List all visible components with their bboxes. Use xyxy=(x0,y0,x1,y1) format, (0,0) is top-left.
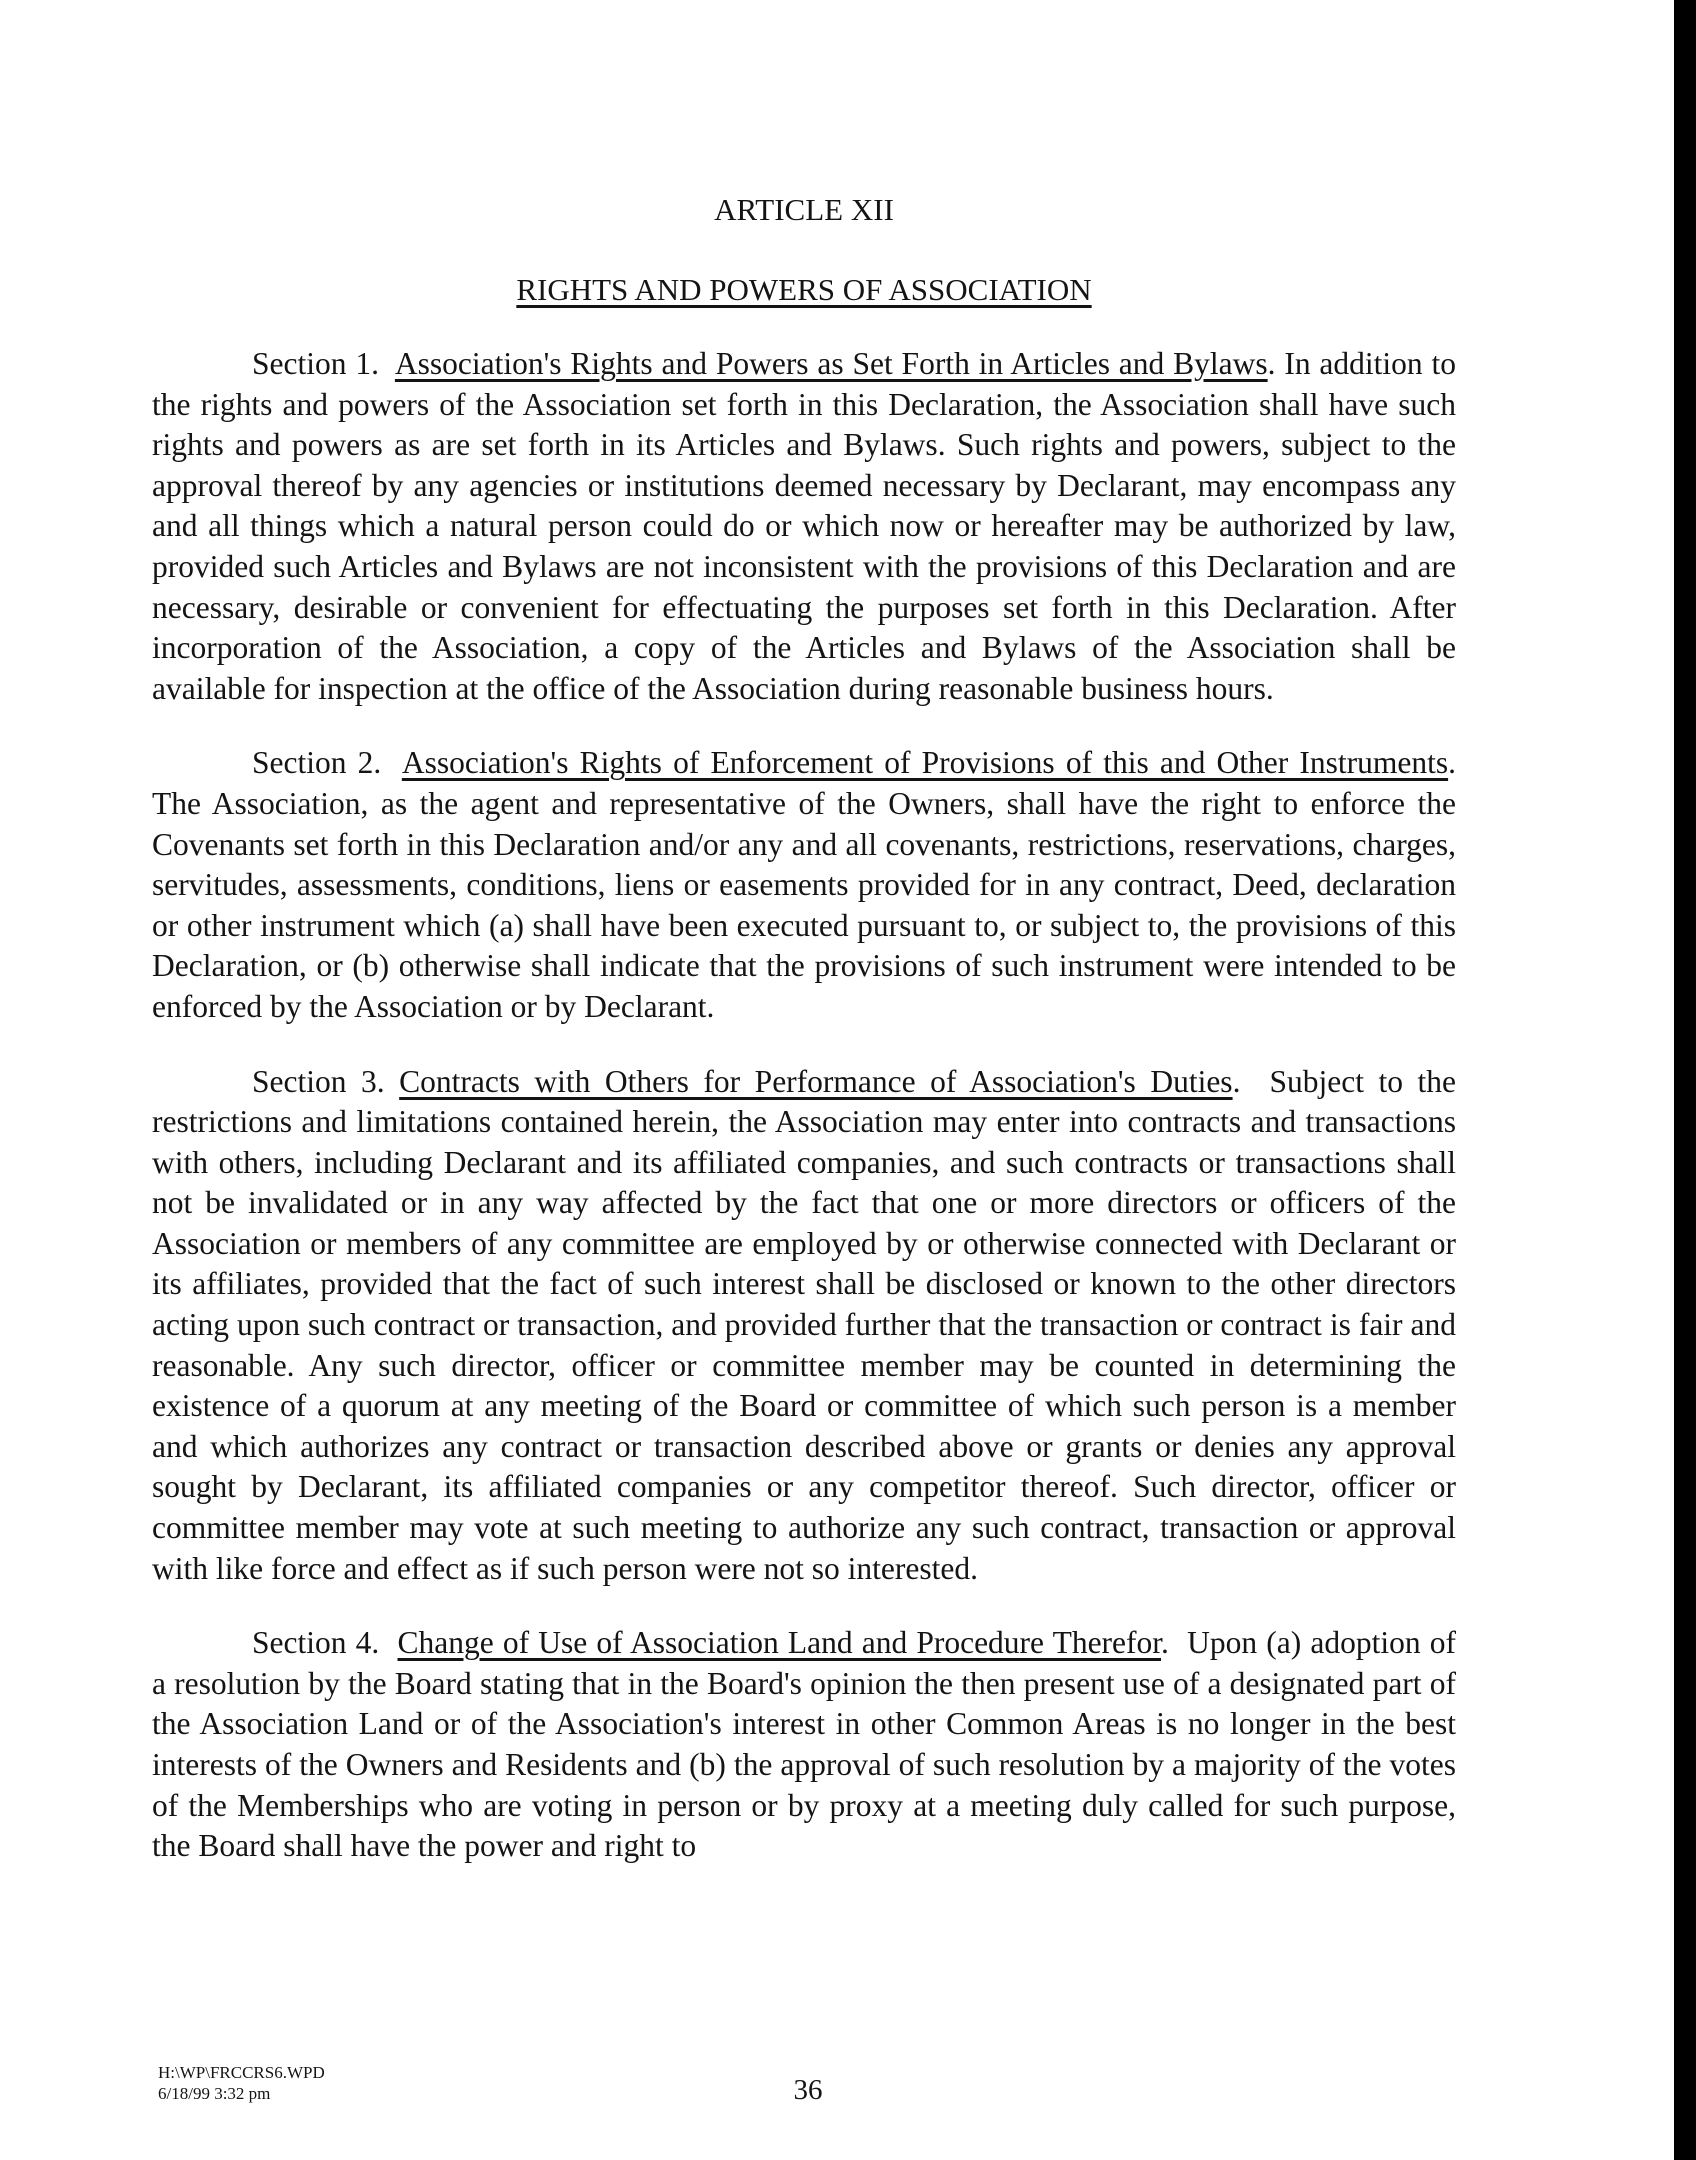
section-label: Section 1. xyxy=(252,346,379,381)
section-body: Subject to the restrictions and limitations contained herein, the Association may enter into contracts and transactions with others, including Declarant and its affiliated companies, and such contracts or transactions shall not be invalidated or in any way affected by the fact that one or more directors or officers of the Association or members of any committee are employed by or otherwise connected with Declarant or its affiliates, provided that the fact of such interest shall be disclosed or known to the other directors acting upon such contract or transaction, and provided further that the transaction or contract is fair and reasonable. Any such director, officer or committee member may be counted in determining the existence of a quorum at any meeting of the Board or committee of which such person is a member and which authorizes any contract or transaction described above or grants or denies any approval sought by Declarant, its affiliated companies or any competitor thereof. Such director, officer or committee member may vote at such meeting to authorize any such contract, transaction or approval with like force and effect as if such person were not so interested. xyxy=(152,1063,1457,1586)
scan-edge xyxy=(1674,0,1696,2160)
page-number: 36 xyxy=(793,2074,823,2106)
section-body: Upon (a) adoption of a resolution by the Board stating that in the Board's opinion the then present use of a designated part of the Association Land or of the Association's interest in other Common Areas is no longer in the best interests of the Owners and Residents and (b) the approval of such resolution by a majority of the votes of the Memberships who are voting in person or by proxy at a meeting duly called for such purpose, the Board shall have the power and right to xyxy=(152,1625,1457,1864)
footer-file-path: H:\WP\FRCCRS6.WPD xyxy=(158,2063,325,2082)
section-body: In addition to the rights and powers of the Association set forth in this Declaration, the Association shall have such rights and powers as are set forth in its Articles and Bylaws. Such rights and powers, subject to the approval thereof by any agencies or institutions deemed necessary by Declarant, may encompass any and all things which a natural person could do or which now or hereafter may be authorized by law, provided such Articles and Bylaws are not inconsistent with the provisions of this Declaration and are necessary, desirable or convenient for effectuating the purposes set forth in this Declaration. After incorporation of the Association, a copy of the Articles and Bylaws of the Association shall be available for inspection at the office of the Association during reasonable business hours. xyxy=(152,346,1456,706)
section-label: Section 2. xyxy=(252,745,382,781)
section-body: The Association, as the agent and representative of the Owners, shall have the right to enforce the Covenants set forth in this Declaration and/or any and all covenants, restrictions, reservations, charges, servitudes, assessments, conditions, liens or easements provided for in any contract, Deed, declaration or other instrument which (a) shall have been executed pursuant to, or subject to, the provisions of this Declaration, or (b) otherwise shall indicate that the provisions of such instrument were intended to be enforced by the Association or by Declarant. xyxy=(152,785,1456,1024)
section-label: Section 4. xyxy=(252,1625,380,1661)
section-1 xyxy=(152,344,1456,709)
section-heading: Change of Use of Association Land and Procedure Therefor xyxy=(397,1625,1162,1661)
article-heading: ARTICLE XII xyxy=(714,192,894,227)
section-3 xyxy=(152,1062,1456,1590)
section-4 xyxy=(152,1623,1456,1867)
section-heading-end: . xyxy=(1161,1625,1169,1661)
section-heading: Contracts with Others for Performance of Association's Duties xyxy=(399,1063,1233,1099)
document-page xyxy=(152,190,1456,1867)
footer-timestamp: 6/18/99 3:32 pm xyxy=(158,2084,271,2103)
article-title: RIGHTS AND POWERS OF ASSOCIATION xyxy=(516,272,1092,307)
section-heading: Association's Rights of Enforcement of Provisions of this and Other Instruments xyxy=(401,745,1449,781)
section-heading-end: . xyxy=(1232,1063,1241,1099)
footer-file-info xyxy=(158,2062,325,2104)
section-heading-end: . xyxy=(1267,346,1276,381)
section-label: Section 3. xyxy=(252,1063,385,1099)
section-2 xyxy=(152,743,1456,1027)
section-heading: Association's Rights and Powers as Set Forth in Articles and Bylaws xyxy=(394,346,1268,381)
section-heading-end: . xyxy=(1448,745,1456,781)
